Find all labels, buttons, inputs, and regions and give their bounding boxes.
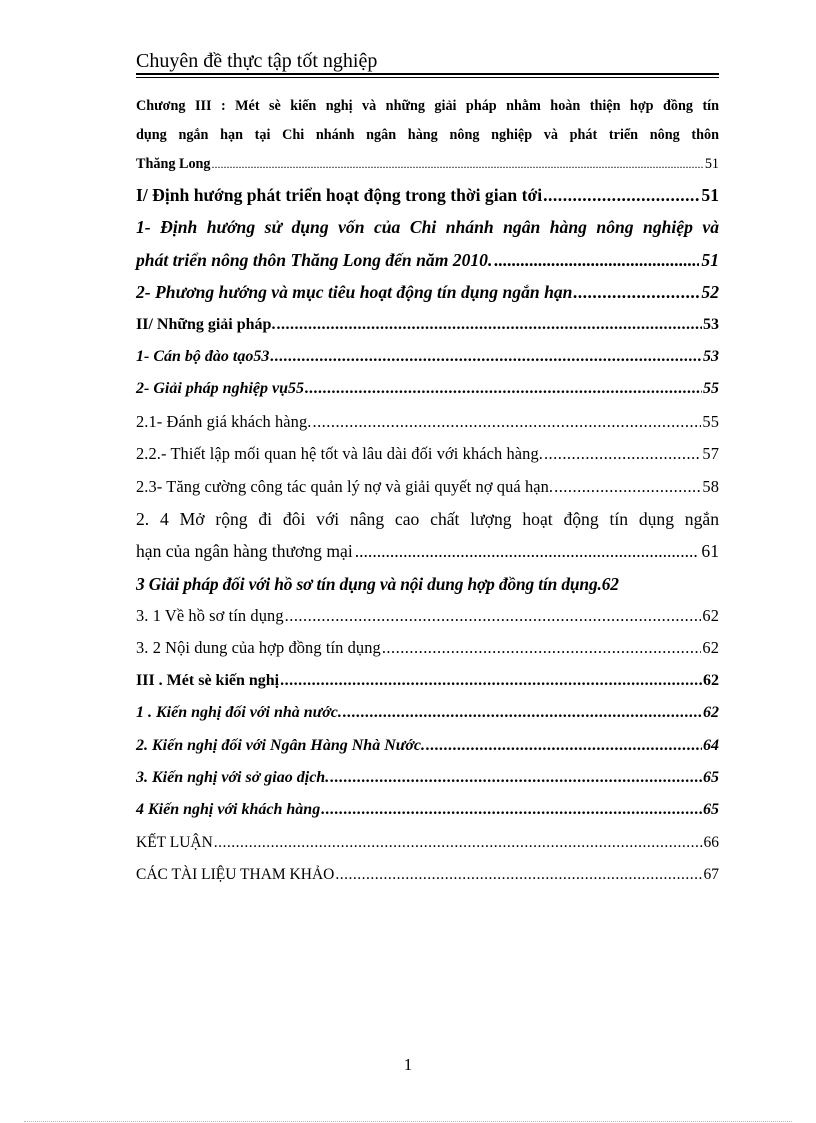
toc-entry[interactable]: [136, 762, 719, 794]
leader-dots: [276, 309, 702, 341]
toc-entry[interactable]: [136, 730, 719, 762]
toc-entry[interactable]: [136, 373, 719, 405]
toc-entry-text: 2.3- Tăng cường công tác quản lý nợ và giải quyết nợ quá hạn.: [136, 476, 554, 496]
leader-dots: [270, 341, 702, 373]
chapter-page-number: 51: [704, 156, 719, 172]
toc-page-number: 51: [701, 185, 719, 205]
leader-dots: [343, 697, 702, 729]
toc-page-number: 53: [703, 315, 719, 333]
toc-page-number: 55: [703, 380, 719, 398]
toc-page-number: 57: [702, 444, 719, 464]
toc-entry-text: II/ Những giải pháp.: [136, 315, 276, 333]
toc-page-number: 65: [703, 801, 719, 819]
toc-page-number: 52: [701, 282, 719, 303]
toc-entry[interactable]: [136, 600, 719, 632]
toc-page-number: 62: [601, 573, 619, 594]
toc-entry[interactable]: [136, 665, 719, 697]
toc-entry[interactable]: [136, 794, 719, 826]
toc-page-number: 62: [703, 671, 719, 689]
leader-dots: [285, 600, 702, 632]
toc-entry[interactable]: [136, 309, 719, 341]
chapter-title-line-1: Chương III : Mét sè kiến nghị và những giải pháp nhằm hoàn thiện hợp đồng tín: [136, 98, 719, 114]
toc-page-number: 62: [702, 606, 719, 626]
toc-entry-text: I/ Định hướng phát triển hoạt động trong thời gian tới: [136, 185, 543, 205]
toc-entry-text: 2- Giải pháp nghiệp vụ55: [136, 380, 305, 398]
toc-entry-text: 1- Cán bộ đào tạo53: [136, 347, 270, 365]
leader-dots: [212, 150, 704, 179]
toc-entry[interactable]: [136, 179, 719, 211]
toc-entry-text: 2.1- Đánh giá khách hàng.: [136, 411, 312, 431]
toc-entry-text: 2. Kiến nghị đối với Ngân Hàng Nhà Nước.: [136, 736, 426, 754]
toc-entry-text: 3. 1 Về hồ sơ tín dụng: [136, 606, 284, 626]
header-rule-thick: [136, 73, 719, 75]
chapter-title-line-2: dụng ngắn hạn tại Chi nhánh ngân hàng nông nghiệp và phát triển nông thôn: [136, 127, 719, 143]
toc-page-number: 51: [701, 249, 719, 270]
page-number: 1: [403, 1055, 413, 1074]
leader-dots: [214, 827, 703, 859]
toc-entry[interactable]: [136, 697, 719, 729]
toc-entry-text-line-1: 1- Định hướng sử dụng vốn của Chi nhánh ngân hàng nông nghiệp và: [136, 217, 719, 238]
toc-entry[interactable]: [136, 503, 719, 568]
toc-entry[interactable]: [136, 632, 719, 664]
leader-dots: [382, 632, 702, 664]
toc-page-number: 64: [703, 736, 719, 754]
toc-entry-text-line-2: hạn của ngân hàng thương mại: [136, 541, 353, 562]
toc-entry-text: 1 . Kiến nghị đối với nhà nước.: [136, 704, 342, 722]
toc-entry-text: KẾT LUẬN: [136, 833, 213, 851]
toc-entry-text: 3. Kiến nghị với sở giao dịch.: [136, 769, 330, 787]
chapter-title-end: Thăng Long: [136, 156, 211, 172]
toc-entry-text: 3. 2 Nội dung của hợp đồng tín dụng: [136, 638, 381, 658]
leader-dots: [494, 244, 699, 276]
toc-entry-text: 2.2.- Thiết lập mối quan hệ tốt và lâu dài đối với khách hàng.: [136, 444, 543, 464]
toc-entry-text: 2- Phương hướng và mục tiêu hoạt động tín dụng ngắn hạn: [136, 282, 573, 303]
chapter-title-line-3: [136, 150, 719, 179]
leader-dots: [554, 471, 701, 503]
toc-entry[interactable]: [136, 568, 719, 600]
toc-page-number: 55: [702, 411, 719, 431]
leader-dots: [573, 276, 700, 308]
toc-page-number: 65: [703, 769, 719, 787]
toc-entry[interactable]: [136, 406, 719, 438]
toc-page-number: 66: [703, 833, 719, 851]
toc-entry[interactable]: [136, 211, 719, 276]
leader-dots: [280, 665, 702, 697]
leader-dots: [426, 730, 702, 762]
toc-page-number: 58: [702, 476, 719, 496]
toc-entry-text: CÁC TÀI LIỆU THAM KHẢO: [136, 866, 335, 884]
toc-page-number: 62: [702, 638, 719, 658]
leader-dots: [330, 762, 702, 794]
toc-entry[interactable]: [136, 859, 719, 891]
toc-entry[interactable]: [136, 276, 719, 308]
page-bottom-rule: [24, 1121, 792, 1122]
toc-page-number: 67: [703, 866, 719, 884]
toc-entry[interactable]: [136, 341, 719, 373]
leader-dots: [321, 794, 702, 826]
toc-entry[interactable]: [136, 438, 719, 470]
toc-page-number: 53: [703, 347, 719, 365]
toc-entry[interactable]: [136, 471, 719, 503]
toc-entry-text: 4 Kiến nghị với khách hàng: [136, 801, 321, 819]
leader-dots: [335, 859, 702, 891]
leader-dots: [355, 535, 700, 567]
table-of-contents: [136, 92, 719, 892]
toc-entry-text: III . Mét sè kiến nghị: [136, 671, 280, 689]
toc-entry-text-line-1: 2. 4 Mở rộng đi đôi với nâng cao chất lượng hoạt động tín dụng ngắn: [136, 508, 719, 529]
toc-page-number: 62: [703, 704, 719, 722]
leader-dots: [305, 373, 702, 405]
toc-entry-text-line-2: phát triển nông thôn Thăng Long đến năm 2010.: [136, 249, 493, 270]
toc-entry[interactable]: [136, 827, 719, 859]
leader-dots: [312, 406, 701, 438]
leader-dots: [543, 179, 700, 211]
toc-entry-text: 3 Giải pháp đối với hồ sơ tín dụng và nội dung hợp đồng tín dụng.: [136, 573, 602, 594]
toc-page-number: 61: [701, 541, 719, 562]
page-header-title: Chuyên đề thực tập tốt nghiệp: [136, 50, 378, 72]
leader-dots: [544, 438, 701, 470]
header-rule-thin: [136, 77, 719, 78]
